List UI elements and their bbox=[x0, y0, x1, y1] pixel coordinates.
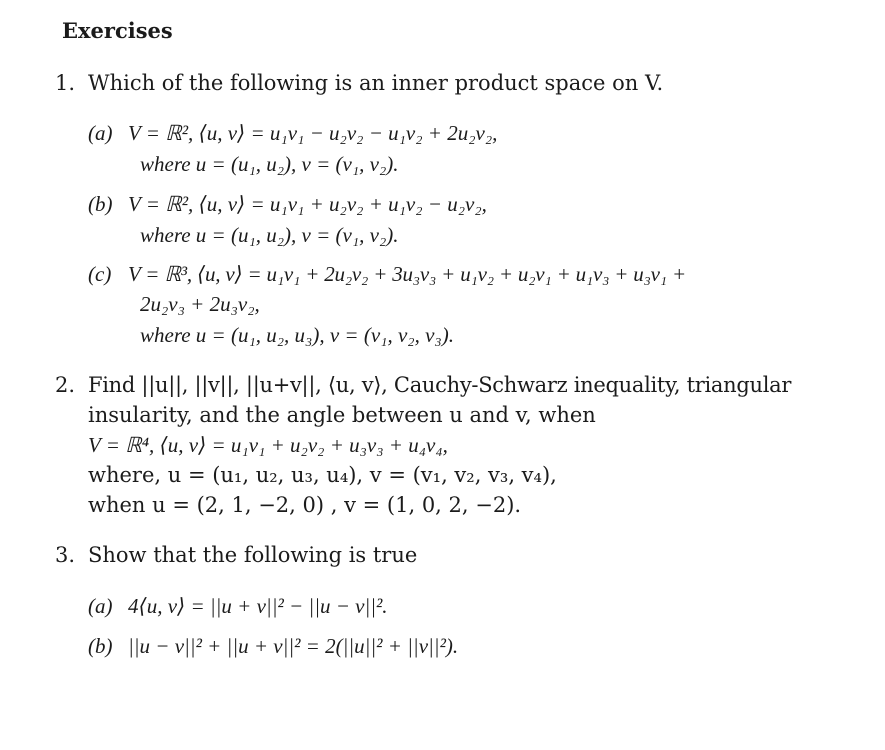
q3b-label: (b) bbox=[88, 634, 113, 658]
q1b-line1: V = ℝ², ⟨u, v⟩ = u₁v₁ + u₂v₂ + u₁v₂ − u₂v₂, bbox=[128, 192, 487, 216]
q1-number: 1. bbox=[55, 71, 76, 95]
q2-line5: when u = (2, 1, −2, 0) , v = (1, 0, 2, −2). bbox=[88, 493, 522, 517]
q1a-line2: where u = (u₁, u₂), v = (v₁, v₂). bbox=[140, 152, 399, 176]
q1c-line3: where u = (u₁, u₂, u₃), v = (v₁, v₂, v₃). bbox=[140, 323, 454, 347]
q2-line1: Find ||u||, ||v||, ||u+v||, ⟨u, v⟩, Cauchy-Schwarz inequality, triangular bbox=[88, 373, 792, 397]
q2-line4: where, u = (u₁, u₂, u₃, u₄), v = (v₁, v₂, v₃, v₄), bbox=[88, 463, 557, 487]
q3a-line1: 4⟨u, v⟩ = ||u + v||² − ||u − v||². bbox=[128, 594, 388, 618]
q1-text: Which of the following is an inner product space on V. bbox=[88, 71, 664, 95]
q1c-line1: V = ℝ³, ⟨u, v⟩ = u₁v₁ + 2u₂v₂ + 3u₃v₃ + u₁v₂ + u₂v₁ + u₁v₃ + u₃v₁ + bbox=[128, 262, 686, 286]
q2-line3: V = ℝ⁴, ⟨u, v⟩ = u₁v₁ + u₂v₂ + u₃v₃ + u₄v₄, bbox=[88, 433, 448, 457]
q1b-line2: where u = (u₁, u₂), v = (v₁, v₂). bbox=[140, 223, 399, 247]
q2-line2: insularity, and the angle between u and v, when bbox=[88, 403, 596, 427]
heading: Exercises bbox=[62, 18, 173, 43]
q1a-line1: V = ℝ², ⟨u, v⟩ = u₁v₁ − u₂v₂ − u₁v₂ + 2u₂v₂, bbox=[128, 121, 498, 145]
q1b-label: (b) bbox=[88, 192, 113, 216]
q3a-label: (a) bbox=[88, 594, 113, 618]
q3-text: Show that the following is true bbox=[88, 543, 418, 567]
q3b-line1: ||u − v||² + ||u + v||² = 2(||u||² + ||v||²). bbox=[128, 634, 459, 658]
q1c-label: (c) bbox=[88, 262, 112, 286]
q1c-line2: 2u₂v₃ + 2u₃v₂, bbox=[140, 292, 260, 316]
q3-number: 3. bbox=[55, 543, 76, 567]
q1a-label: (a) bbox=[88, 121, 113, 145]
q2-number: 2. bbox=[55, 373, 76, 397]
